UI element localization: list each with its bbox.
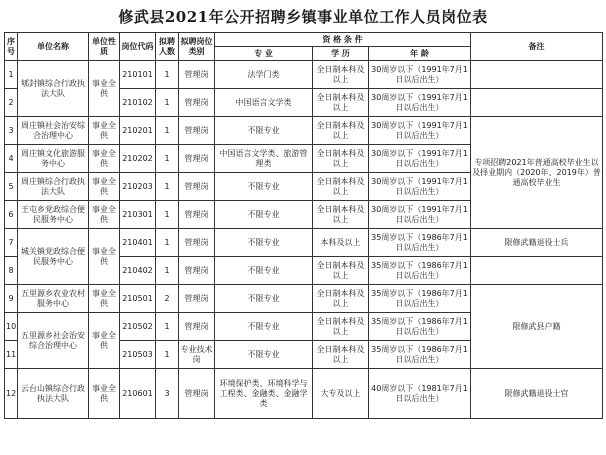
cell-count: 1 <box>156 173 179 201</box>
cell-education: 全日制本科及以上 <box>313 173 369 201</box>
cell-seq: 1 <box>5 61 18 89</box>
cell-education: 全日制本科及以上 <box>313 145 369 173</box>
cell-seq: 2 <box>5 89 18 117</box>
header-qualifications: 资 格 条 件 <box>215 33 471 47</box>
cell-count: 1 <box>156 145 179 173</box>
table-row <box>5 285 603 313</box>
cell-code: 210102 <box>120 89 156 117</box>
cell-nature: 事业全供 <box>89 229 120 285</box>
cell-remarks <box>471 61 603 89</box>
cell-category: 管理岗 <box>179 89 215 117</box>
cell-major: 环境保护类、环境科学与工程类、金融类、金融学类 <box>215 369 313 419</box>
cell-nature: 事业全供 <box>89 369 120 419</box>
cell-education: 全日制本科及以上 <box>313 61 369 89</box>
cell-major: 不限专业 <box>215 285 313 313</box>
cell-unit: 周庄镇综合行政执法大队 <box>18 173 89 201</box>
cell-category: 管理岗 <box>179 313 215 341</box>
cell-major: 不限专业 <box>215 313 313 341</box>
cell-count: 1 <box>156 89 179 117</box>
cell-age: 35周岁以下（1986年7月1日以后出生） <box>369 313 471 341</box>
cell-seq: 5 <box>5 173 18 201</box>
cell-education: 大专及以上 <box>313 369 369 419</box>
cell-seq: 9 <box>5 285 18 313</box>
cell-category: 管理岗 <box>179 145 215 173</box>
cell-seq: 4 <box>5 145 18 173</box>
cell-major: 中国语言文学类、旅游管理类 <box>215 145 313 173</box>
cell-unit: 城关镇党政综合便民服务中心 <box>18 229 89 285</box>
cell-age: 30周岁以下（1991年7月1日以后出生） <box>369 201 471 229</box>
cell-major: 不限专业 <box>215 257 313 285</box>
cell-nature: 事业全供 <box>89 201 120 229</box>
cell-education: 全日制本科及以上 <box>313 285 369 313</box>
cell-count: 1 <box>156 229 179 257</box>
cell-category: 管理岗 <box>179 285 215 313</box>
cell-category: 管理岗 <box>179 369 215 419</box>
cell-age: 30周岁以下（1991年7月1日以后出生） <box>369 61 471 89</box>
cell-seq: 11 <box>5 341 18 369</box>
header-category: 拟聘岗位类别 <box>179 33 215 61</box>
header-count: 拟聘人数 <box>156 33 179 61</box>
cell-category: 管理岗 <box>179 117 215 145</box>
page-title: 修武县2021年公开招聘乡镇事业单位工作人员岗位表 <box>118 7 488 26</box>
cell-category: 管理岗 <box>179 229 215 257</box>
table-row <box>5 369 603 419</box>
cell-code: 210503 <box>120 341 156 369</box>
cell-seq: 10 <box>5 313 18 341</box>
header-unit: 单位名称 <box>18 33 89 61</box>
cell-major: 中国语言文学类 <box>215 89 313 117</box>
cell-category: 管理岗 <box>179 201 215 229</box>
header-remarks: 备注 <box>471 33 603 61</box>
cell-education: 全日制本科及以上 <box>313 89 369 117</box>
cell-major: 不限专业 <box>215 341 313 369</box>
cell-code: 210502 <box>120 313 156 341</box>
cell-code: 210201 <box>120 117 156 145</box>
cell-major: 法学门类 <box>215 61 313 89</box>
cell-age: 40周岁以下（1981年7月1日以后出生） <box>369 369 471 419</box>
cell-remarks: 限修武籍退役士兵 <box>471 229 603 257</box>
positions-table <box>4 32 603 419</box>
cell-seq: 3 <box>5 117 18 145</box>
table-row <box>5 61 603 89</box>
cell-major: 不限专业 <box>215 201 313 229</box>
cell-code: 210203 <box>120 173 156 201</box>
cell-age: 30周岁以下（1991年7月1日以后出生） <box>369 89 471 117</box>
cell-remarks <box>471 257 603 285</box>
cell-unit: 周庄镇社会治安综合治理中心 <box>18 117 89 145</box>
header-nature: 单位性质 <box>89 33 120 61</box>
cell-count: 1 <box>156 61 179 89</box>
cell-seq: 8 <box>5 257 18 285</box>
cell-nature: 事业全供 <box>89 117 120 145</box>
cell-nature: 事业全供 <box>89 145 120 173</box>
cell-nature: 事业全供 <box>89 61 120 117</box>
cell-education: 全日制本科及以上 <box>313 117 369 145</box>
cell-seq: 7 <box>5 229 18 257</box>
cell-education: 全日制本科及以上 <box>313 341 369 369</box>
table-row <box>5 229 603 257</box>
header-age: 年 龄 <box>369 47 471 61</box>
header-education: 学 历 <box>313 47 369 61</box>
cell-unit: 云台山镇综合行政执法大队 <box>18 369 89 419</box>
cell-unit: 五里源乡社会治安综合治理中心 <box>18 313 89 369</box>
cell-code: 210301 <box>120 201 156 229</box>
cell-age: 35周岁以下（1986年7月1日以后出生） <box>369 257 471 285</box>
cell-category: 管理岗 <box>179 173 215 201</box>
cell-category: 管理岗 <box>179 257 215 285</box>
cell-nature: 事业全供 <box>89 313 120 369</box>
header-code: 岗位代码 <box>120 33 156 61</box>
cell-education: 全日制本科及以上 <box>313 257 369 285</box>
header-seq: 序号 <box>5 33 18 61</box>
cell-code: 210601 <box>120 369 156 419</box>
cell-code: 210101 <box>120 61 156 89</box>
cell-age: 35周岁以下（1986年7月1日以后出生） <box>369 285 471 313</box>
cell-unit: 周庄镇文化旅游服务中心 <box>18 145 89 173</box>
cell-remarks: 限修武县户籍 <box>471 285 603 369</box>
cell-education: 全日制本科及以上 <box>313 201 369 229</box>
cell-remarks: 专项招聘2021年普通高校毕业生以及择业期内（2020年、2019年）普通高校毕业生 <box>471 117 603 229</box>
cell-code: 210401 <box>120 229 156 257</box>
cell-count: 1 <box>156 313 179 341</box>
cell-age: 30周岁以下（1991年7月1日以后出生） <box>369 173 471 201</box>
cell-major: 不限专业 <box>215 229 313 257</box>
cell-age: 30周岁以下（1991年7月1日以后出生） <box>369 145 471 173</box>
header-major: 专 业 <box>215 47 313 61</box>
cell-age: 30周岁以下（1991年7月1日以后出生） <box>369 117 471 145</box>
table-row <box>5 117 603 145</box>
cell-age: 35周岁以下（1986年7月1日以后出生） <box>369 229 471 257</box>
cell-count: 1 <box>156 201 179 229</box>
cell-count: 3 <box>156 369 179 419</box>
cell-age: 35周岁以下（1986年7月1日以后出生） <box>369 341 471 369</box>
cell-nature: 事业全供 <box>89 173 120 201</box>
cell-remarks: 限修武籍退役士官 <box>471 369 603 419</box>
cell-unit: 五里源乡农业农村服务中心 <box>18 285 89 313</box>
cell-major: 不限专业 <box>215 173 313 201</box>
cell-count: 2 <box>156 285 179 313</box>
cell-count: 1 <box>156 117 179 145</box>
cell-education: 本科及以上 <box>313 229 369 257</box>
cell-count: 1 <box>156 257 179 285</box>
cell-unit: 郇封镇综合行政执法大队 <box>18 61 89 117</box>
cell-seq: 12 <box>5 369 18 419</box>
cell-code: 210501 <box>120 285 156 313</box>
cell-code: 210402 <box>120 257 156 285</box>
cell-category: 专业技术岗 <box>179 341 215 369</box>
cell-count: 1 <box>156 341 179 369</box>
cell-code: 210202 <box>120 145 156 173</box>
cell-major: 不限专业 <box>215 117 313 145</box>
cell-unit: 王屯乡党政综合便民服务中心 <box>18 201 89 229</box>
cell-education: 全日制本科及以上 <box>313 313 369 341</box>
cell-remarks <box>471 89 603 117</box>
cell-category: 管理岗 <box>179 61 215 89</box>
cell-seq: 6 <box>5 201 18 229</box>
cell-nature: 事业全供 <box>89 285 120 313</box>
